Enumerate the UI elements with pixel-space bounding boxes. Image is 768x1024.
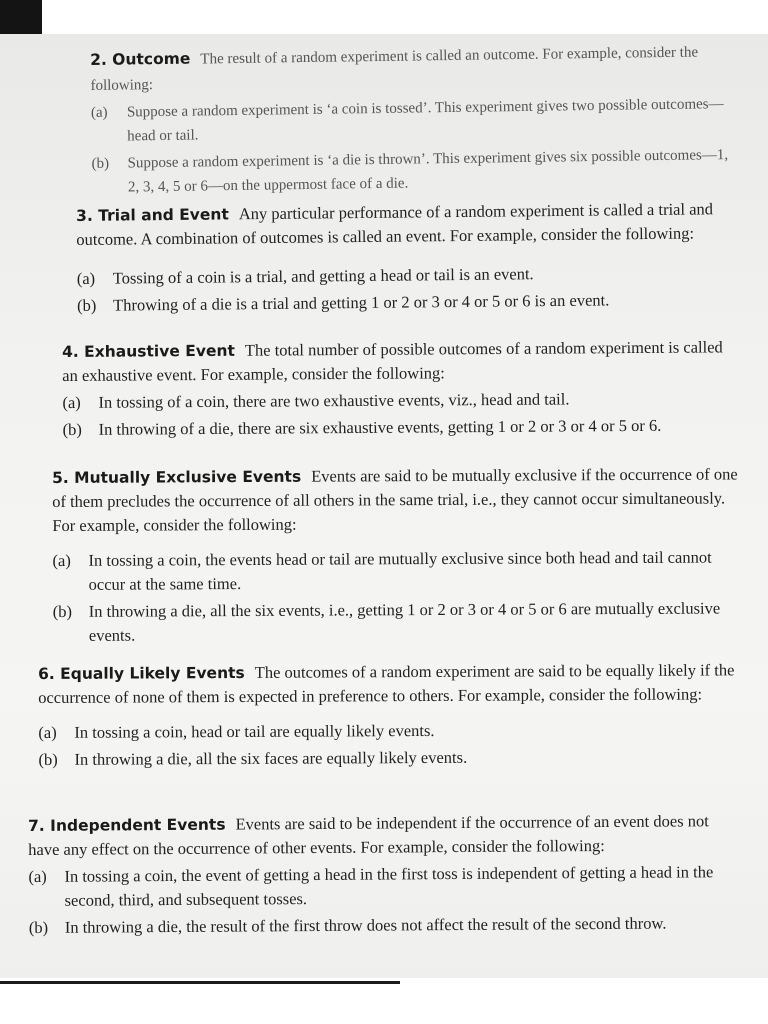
item-marker: (b)	[76, 295, 97, 315]
list-item	[29, 911, 735, 940]
item-text: In throwing of a die, there are six exhaustive events, getting 1 or 2 or 3 or 4 or 5 or 6.	[98, 415, 662, 439]
list-item	[91, 92, 742, 149]
list-item	[91, 143, 742, 200]
section-intro: The result of a random experiment is called an outcome. For example, consider the following:	[90, 44, 699, 94]
section-equally-likely-events	[38, 658, 739, 772]
item-text: In throwing a die, the result of the first throw does not affect the result of the second throw.	[64, 913, 667, 937]
list-item	[53, 596, 741, 648]
section-mutually-exclusive-events	[52, 462, 741, 648]
item-text: In tossing of a coin, there are two exhaustive events, viz., head and tail.	[98, 389, 570, 412]
list-item	[52, 545, 740, 597]
item-text: Tossing of a coin is a trial, and getting a head or tail is an event.	[112, 264, 534, 288]
item-marker: (a)	[52, 550, 71, 570]
item-marker: (a)	[62, 392, 81, 412]
list-item	[28, 860, 734, 913]
section-heading: 3. Trial and Event	[76, 205, 229, 225]
section-exhaustive-event	[62, 335, 741, 442]
section-intro: The total number of possible outcomes of a random experiment is called an exhaustive event. For example, consider the following:	[62, 337, 723, 385]
section-intro: Events are said to be independent if the occurrence of an event does not have any effect on the occurrence of other events. For example, consider the following:	[28, 811, 709, 859]
item-text: In throwing a die, all the six events, i.e., getting 1 or 2 or 3 or 4 or 5 or 6 are mutually exclusive events.	[88, 598, 721, 645]
item-marker: (a)	[28, 866, 47, 886]
section-heading: 4. Exhaustive Event	[62, 341, 235, 361]
section-intro: The outcomes of a random experiment are said to be equally likely if the occurrence of none of them is expected in preference to others. For example, consider the following:	[38, 660, 735, 707]
item-text: In tossing a coin, the event of getting a head in the first toss is independent of getting a head in the second, third, and subsequent tosses.	[64, 862, 714, 910]
section-trial-and-event	[76, 197, 741, 318]
section-heading: 7. Independent Events	[28, 815, 226, 835]
list-item	[62, 386, 740, 415]
section-intro: Events are said to be mutually exclusive if the occurrence of one of them precludes the occurrence of all others in the same trial, i.e., they cannot occur simultaneously. For example, consider the following:	[52, 464, 738, 535]
section-heading: 5. Mutually Exclusive Events	[52, 467, 302, 487]
item-marker: (b)	[38, 749, 58, 769]
item-marker: (a)	[76, 268, 96, 288]
list-item	[77, 260, 741, 291]
item-marker: (b)	[62, 419, 82, 439]
item-marker: (b)	[91, 155, 110, 172]
item-marker: (a)	[38, 722, 57, 742]
section-heading: 6. Equally Likely Events	[38, 663, 245, 683]
section-independent-events	[28, 809, 735, 940]
list-item	[63, 413, 741, 442]
list-item	[77, 287, 741, 318]
item-marker: (b)	[52, 601, 73, 621]
item-text: In throwing a die, all the six faces are equally likely events.	[74, 747, 468, 769]
book-page	[0, 34, 768, 984]
item-text: In tossing a coin, the events head or tail are mutually exclusive since both head and tail cannot occur at the same time.	[88, 547, 712, 594]
list-item	[38, 717, 738, 745]
item-text: Throwing of a die is a trial and getting 1 or 2 or 3 or 4 or 5 or 6 is an event.	[112, 290, 610, 315]
section-heading: 2. Outcome	[90, 49, 191, 69]
section-intro: Any particular performance of a random experiment is called a trial and outcome. A combination of outcomes is called an event. For example, consider the following:	[76, 199, 714, 249]
item-text: Suppose a random experiment is ‘a coin is tossed’. This experiment gives two possible outcomes—head or tail.	[126, 96, 724, 145]
page-bottom-edge	[0, 981, 400, 984]
item-text: Suppose a random experiment is ‘a die is thrown’. This experiment gives six possible outcomes—1, 2, 3, 4, 5 or 6—on the uppermost face of a die.	[127, 147, 729, 196]
item-marker: (b)	[28, 917, 49, 937]
item-marker: (a)	[90, 104, 108, 121]
item-text: In tossing a coin, head or tail are equally likely events.	[74, 720, 435, 742]
list-item	[38, 744, 738, 772]
page-bottom-margin	[0, 978, 768, 1024]
section-outcome	[90, 39, 742, 200]
